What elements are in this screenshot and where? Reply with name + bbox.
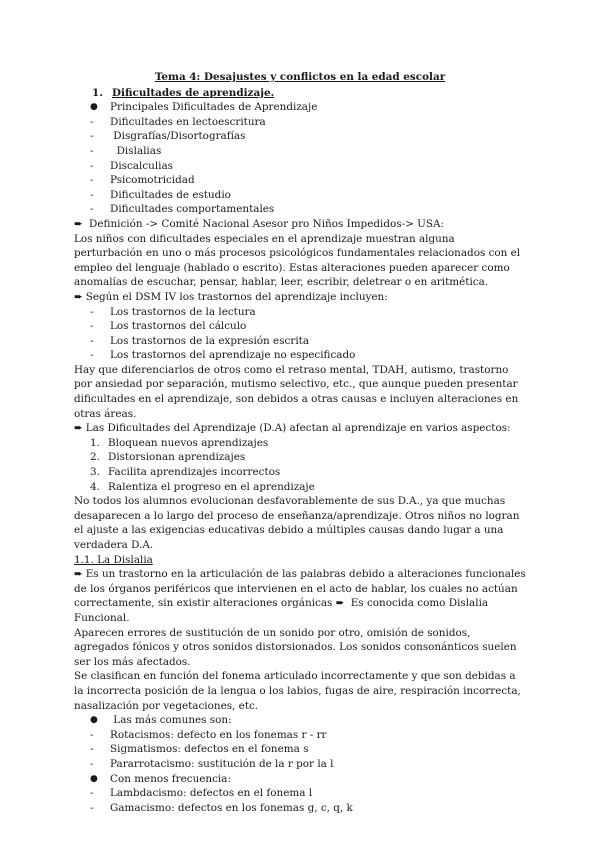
list-item xyxy=(74,100,526,115)
list-item xyxy=(74,480,526,495)
dash-marker: - xyxy=(90,115,94,128)
list-item-text: Con menos frecuencia: xyxy=(110,772,231,785)
list-item xyxy=(74,115,526,130)
list-item-text: Psicomotricidad xyxy=(110,174,195,187)
bullet-icon: ● xyxy=(90,773,98,784)
section-title: Dificultades de aprendizaje. xyxy=(112,86,275,99)
list-item xyxy=(74,757,526,772)
da-line xyxy=(74,421,526,436)
list-item-text: Lambdacismo: defectos en el fonema l xyxy=(110,787,313,800)
paragraph: Se clasifican en función del fonema articulado incorrectamente y que son debidas a la incorrecta posición de la lengua o los labios, fugas de aire, respiración incorrecta, nasalización por vegetaciones, etc. xyxy=(74,670,521,712)
list-item-text: Dificultades de estudio xyxy=(110,188,231,201)
difficulties-list xyxy=(74,100,526,217)
list-item xyxy=(74,348,526,363)
list-item xyxy=(74,202,526,217)
arrow-icon: ➨ xyxy=(74,290,83,303)
list-item xyxy=(74,129,526,144)
number-marker: 4. xyxy=(90,480,100,493)
list-item-text: Bloquean nuevos aprendizajes xyxy=(108,436,269,449)
number-marker: 3. xyxy=(90,466,100,479)
arrow-icon: ➨ xyxy=(335,597,345,610)
dislalia-intro-end: Es conocida como Dislalia Funcional. xyxy=(74,597,489,624)
list-item-text: Dislalias xyxy=(110,144,162,157)
list-item-text: Disgrafías/Disortografías xyxy=(110,130,246,143)
definition-text: Definición -> Comité Nacional Asesor pro Niños Impedidos-> USA: xyxy=(89,217,444,230)
dash-marker: - xyxy=(90,159,94,172)
list-item xyxy=(74,450,526,465)
list-item-text: Los trastornos del cálculo xyxy=(110,320,247,333)
list-item-text: Pararrotacismo: sustitución de la r por la l xyxy=(110,757,334,770)
arrow-icon: ➨ xyxy=(74,217,83,230)
list-item xyxy=(74,786,526,801)
list-item-text: Los trastornos de la expresión escrita xyxy=(110,334,310,347)
dash-marker: - xyxy=(90,144,94,157)
list-item xyxy=(74,173,526,188)
dash-marker: - xyxy=(90,334,94,347)
list-item-text: Dificultades comportamentales xyxy=(110,203,275,216)
dsm-list xyxy=(74,305,526,363)
list-item xyxy=(74,188,526,203)
list-item-text: Distorsionan aprendizajes xyxy=(108,451,246,464)
da-list xyxy=(74,436,526,494)
section-heading xyxy=(74,86,526,101)
list-item xyxy=(74,436,526,451)
list-item xyxy=(74,305,526,320)
list-item xyxy=(74,742,526,757)
list-item-text: Rotacismos: defecto en los fonemas r - rr xyxy=(110,728,327,741)
list-item xyxy=(74,772,526,787)
page-title: Tema 4: Desajustes y conflictos en la edad escolar xyxy=(154,71,446,83)
list-item-text: Las más comunes son: xyxy=(110,714,232,727)
document-page xyxy=(74,70,526,815)
dash-marker: - xyxy=(90,203,94,216)
list-item-text: Discalculias xyxy=(110,159,174,172)
dislalia-intro xyxy=(74,567,526,625)
list-item-text: Los trastornos de la lectura xyxy=(110,305,256,318)
list-item xyxy=(74,159,526,174)
paragraph: Los niños con dificultades especiales en el aprendizaje muestran alguna perturbación en uno o más procesos psicológicos fundamentales relacionados con el empleo del lenguaje (hablado o escrito). Estas alteraciones pueden aparecer como anomalías de escuchar, pensar, hablar, leer, escribir, deletrear o en aritmética. xyxy=(74,232,521,289)
dash-marker: - xyxy=(90,349,94,362)
list-item-text: Dificultades en lectoescritura xyxy=(110,115,266,128)
dislalia-intro-text: Es un trastorno en la articulación de las palabras debido a alteraciones funcionales de los órganos periféricos que intervienen en el acto de hablar, los cuales no actúan correctamente, sin existir alteraciones orgánicas xyxy=(74,568,526,610)
dsm-text: Según el DSM IV los trastornos del aprendizaje incluyen: xyxy=(85,290,388,303)
dash-marker: - xyxy=(90,801,94,814)
arrow-icon: ➨ xyxy=(74,422,83,435)
list-item xyxy=(74,728,526,743)
list-item xyxy=(74,713,526,728)
dash-marker: - xyxy=(90,743,94,756)
dash-marker: - xyxy=(90,188,94,201)
definition-line xyxy=(74,217,526,232)
list-item-text: Facilita aprendizajes incorrectos xyxy=(108,466,281,479)
subsection-heading: 1.1. La Dislalia xyxy=(74,553,153,566)
list-item-text: Principales Dificultades de Aprendizaje xyxy=(110,101,318,114)
list-item xyxy=(74,144,526,159)
da-text: Las Dificultades del Aprendizaje (D.A) afectan al aprendizaje en varios aspectos: xyxy=(85,422,511,435)
paragraph: Hay que diferenciarlos de otros como el retraso mental, TDAH, autismo, trastorno por ansiedad por separación, mutismo selectivo, etc., que aunque pueden presentar dificultades en el aprendizaje, son debidos a otras causas e incluyen alteraciones en otras áreas. xyxy=(74,363,519,420)
list-item xyxy=(74,465,526,480)
list-item xyxy=(74,334,526,349)
list-item-text: Sigmatismos: defectos en el fonema s xyxy=(110,743,309,756)
common-list xyxy=(74,713,526,815)
list-item xyxy=(74,319,526,334)
bullet-icon: ● xyxy=(90,715,98,726)
dash-marker: - xyxy=(90,174,94,187)
dsm-line xyxy=(74,290,526,305)
paragraph: No todos los alumnos evolucionan desfavorablemente de sus D.A., ya que muchas desaparecen a lo largo del proceso de enseñanza/aprendizaje. Otros niños no logran el ajuste a las exigencias educativas debido a múltiples causas dando lugar a una verdadera D.A. xyxy=(74,495,520,551)
arrow-icon: ➨ xyxy=(74,568,83,581)
dash-marker: - xyxy=(90,320,94,333)
list-item-text: Los trastornos del aprendizaje no especificado xyxy=(110,349,356,362)
paragraph: Aparecen errores de sustitución de un sonido por otro, omisión de sonidos, agregados fónicos y otros sonidos distorsionados. Los sonidos consonánticos suelen ser los más afectados. xyxy=(74,626,517,668)
number-marker: 1. xyxy=(90,436,100,449)
dash-marker: - xyxy=(90,757,94,770)
section-number: 1. xyxy=(92,86,103,99)
list-item-text: Gamacismo: defectos en los fonemas g, c, q, k xyxy=(110,801,353,814)
dash-marker: - xyxy=(90,787,94,800)
bullet-icon: ● xyxy=(90,102,98,113)
number-marker: 2. xyxy=(90,451,100,464)
dash-marker: - xyxy=(90,728,94,741)
list-item xyxy=(74,801,526,816)
dash-marker: - xyxy=(90,130,94,143)
dash-marker: - xyxy=(90,305,94,318)
list-item-text: Ralentiza el progreso en el aprendizaje xyxy=(108,480,315,493)
